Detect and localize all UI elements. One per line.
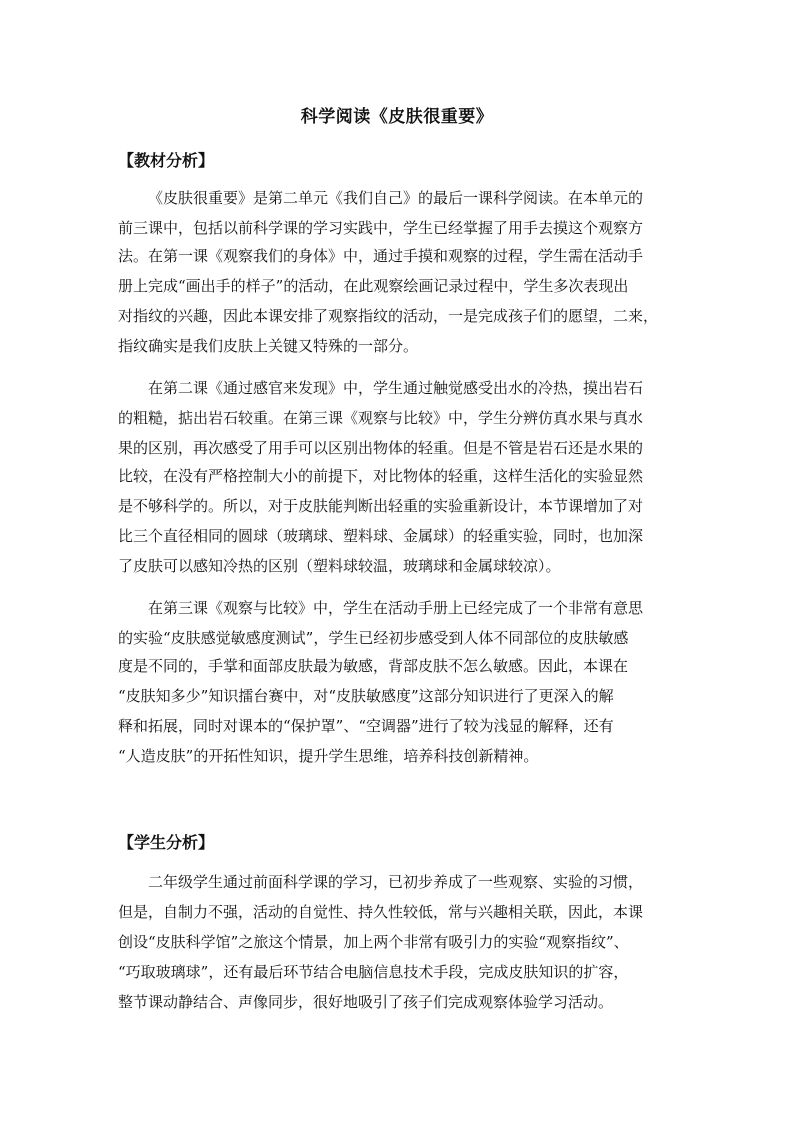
- document-title: 科学阅读《皮肤很重要》: [300, 107, 494, 127]
- paragraph-line: 对指纹的兴趣，因此本课安排了观察指纹的活动，一是完成孩子们的愿望，二来，: [118, 307, 659, 325]
- paragraph-line: 但是，自制力不强，活动的自觉性、持久性较低，常与兴趣相关联，因此，本课: [118, 903, 644, 921]
- paragraph-line: 《皮肤很重要》是第二单元《我们自己》的最后一课科学阅读。在本单元的: [148, 189, 644, 207]
- paragraph-line: 果的区别，再次感受了用手可以区别出物体的轻重。但是不管是岩石还是水果的: [118, 439, 644, 457]
- paragraph-line: 法。在第一课《观察我们的身体》中，通过手摸和观察的过程，学生需在活动手: [118, 247, 644, 265]
- paragraph-line: 是不够科学的。所以，对于皮肤能判断出轻重的实验重新设计，本节课增加了对: [118, 497, 644, 515]
- paragraph-line: “人造皮肤”的开拓性知识，提升学生思维，培养科技创新精神。: [118, 747, 539, 765]
- paragraph-line: “皮肤知多少”知识擂台赛中，对“皮肤敏感度”这部分知识进行了更深入的解: [118, 687, 614, 705]
- paragraph-line: 指纹确实是我们皮肤上关键又特殊的一部分。: [118, 337, 419, 355]
- paragraph-line: 在第三课《观察与比较》中，学生在活动手册上已经完成了一个非常有意思: [148, 599, 644, 617]
- paragraph-line: 册上完成“画出手的样子”的活动，在此观察绘画记录过程中，学生多次表现出: [118, 277, 629, 295]
- paragraph-line: 比较，在没有严格控制大小的前提下，对比物体的轻重，这样生活化的实验显然: [118, 467, 644, 485]
- paragraph-line: 前三课中，包括以前科学课的学习实践中，学生已经掌握了用手去摸这个观察方: [118, 219, 644, 237]
- section-heading-textbook-analysis: 【教材分析】: [118, 151, 215, 170]
- paragraph-line: 二年级学生通过前面科学课的学习，已初步养成了一些观察、实验的习惯，: [148, 873, 644, 891]
- paragraph-line: 的实验“皮肤感觉敏感度测试”，学生已经初步感受到人体不同部位的皮肤敏感: [118, 629, 629, 647]
- paragraph-line: 度是不同的，手掌和面部皮肤最为敏感，背部皮肤不怎么敏感。因此，本课在: [118, 657, 629, 675]
- paragraph-line: 的粗糙，掂出岩石较重。在第三课《观察与比较》中，学生分辨仿真水果与真水: [118, 409, 644, 427]
- paragraph-line: “巧取玻璃球”，还有最后环节结合电脑信息技术手段，完成皮肤知识的扩容，: [118, 963, 629, 981]
- paragraph-line: 比三个直径相同的圆球（玻璃球、塑料球、金属球）的轻重实验，同时，也加深: [118, 527, 644, 545]
- paragraph-line: 了皮肤可以感知冷热的区别（塑料球较温，玻璃球和金属球较凉）。: [118, 557, 561, 575]
- paragraph-line: 整节课动静结合、声像同步，很好地吸引了孩子们完成观察体验学习活动。: [118, 993, 614, 1011]
- section-heading-student-analysis: 【学生分析】: [118, 833, 215, 852]
- paragraph-line: 释和拓展，同时对课本的“保护罩”、“空调器”进行了较为浅显的解释，还有: [118, 717, 614, 735]
- paragraph-line: 在第二课《通过感官来发现》中，学生通过触觉感受出水的冷热，摸出岩石: [148, 379, 644, 397]
- paragraph-line: 创设“皮肤科学馆”之旅这个情景，加上两个非常有吸引力的实验“观察指纹”、: [118, 933, 629, 951]
